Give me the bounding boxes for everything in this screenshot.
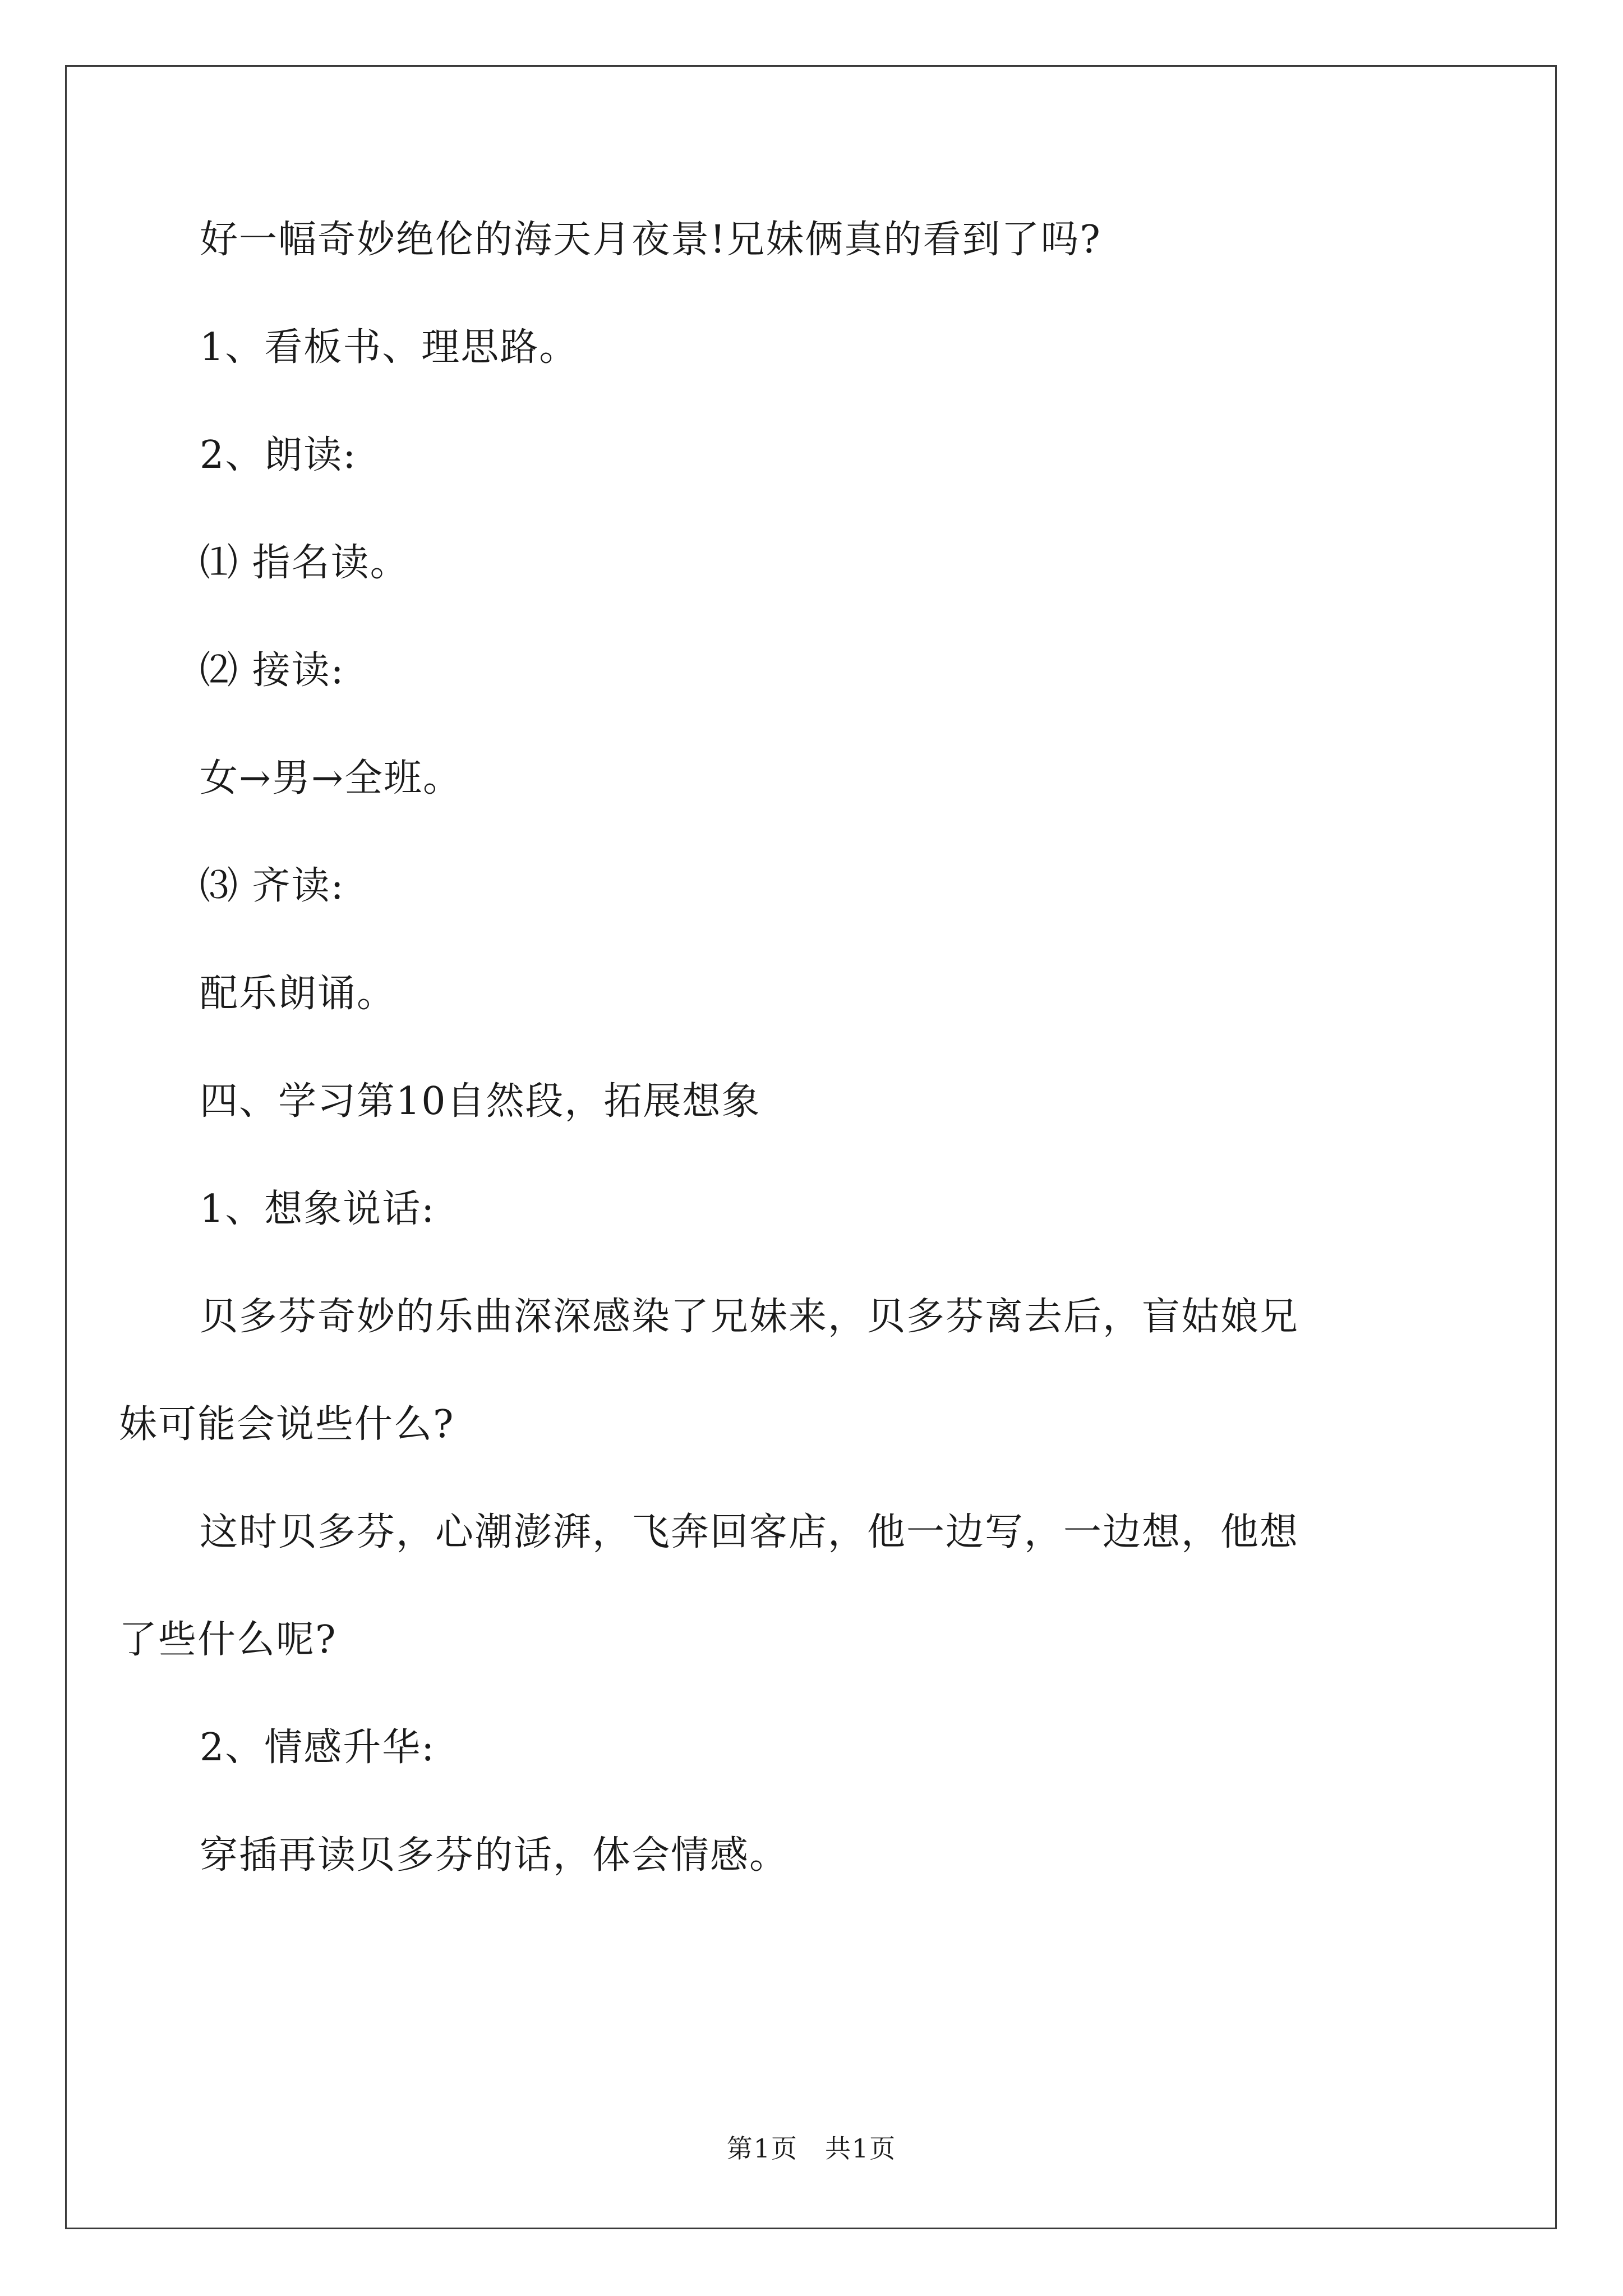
paragraph: ⑴ 指名读。	[200, 541, 409, 585]
paragraph-line: 贝多芬奇妙的乐曲深深感染了兄妹来，贝多芬离去后，盲姑娘兄	[200, 1295, 1299, 1339]
paragraph: ⑵ 接读:	[200, 648, 345, 693]
paragraph-line: 妹可能会说些什么?	[119, 1402, 455, 1447]
wrapped-paragraph	[119, 1506, 1353, 1667]
paragraph: 女→男→全班。	[200, 756, 462, 800]
paragraph-line: 这时贝多芬，心潮澎湃，飞奔回客店，他一边写，一边想，他想	[200, 1510, 1299, 1554]
section-heading: 四、学习第10自然段，拓展想象	[200, 1079, 761, 1124]
paragraph: 1、看板书、理思路。	[200, 325, 579, 370]
wrapped-paragraph	[119, 1290, 1353, 1452]
paragraph: ⑶ 齐读:	[200, 864, 345, 908]
page-footer: 第1页 共1页	[726, 2133, 897, 2164]
paragraph: 2、情感升华:	[200, 1726, 436, 1770]
paragraph: 穿插再读贝多芬的话，体会情感。	[200, 1833, 789, 1878]
paragraph: 配乐朗诵。	[200, 972, 396, 1016]
paragraph-line: 了些什么呢?	[119, 1618, 337, 1662]
paragraph: 好一幅奇妙绝伦的海天月夜景!兄妹俩真的看到了吗?	[200, 218, 1101, 262]
paragraph: 1、想象说话:	[200, 1187, 436, 1231]
document-body	[119, 213, 1433, 1936]
paragraph: 2、朗读:	[200, 433, 357, 477]
